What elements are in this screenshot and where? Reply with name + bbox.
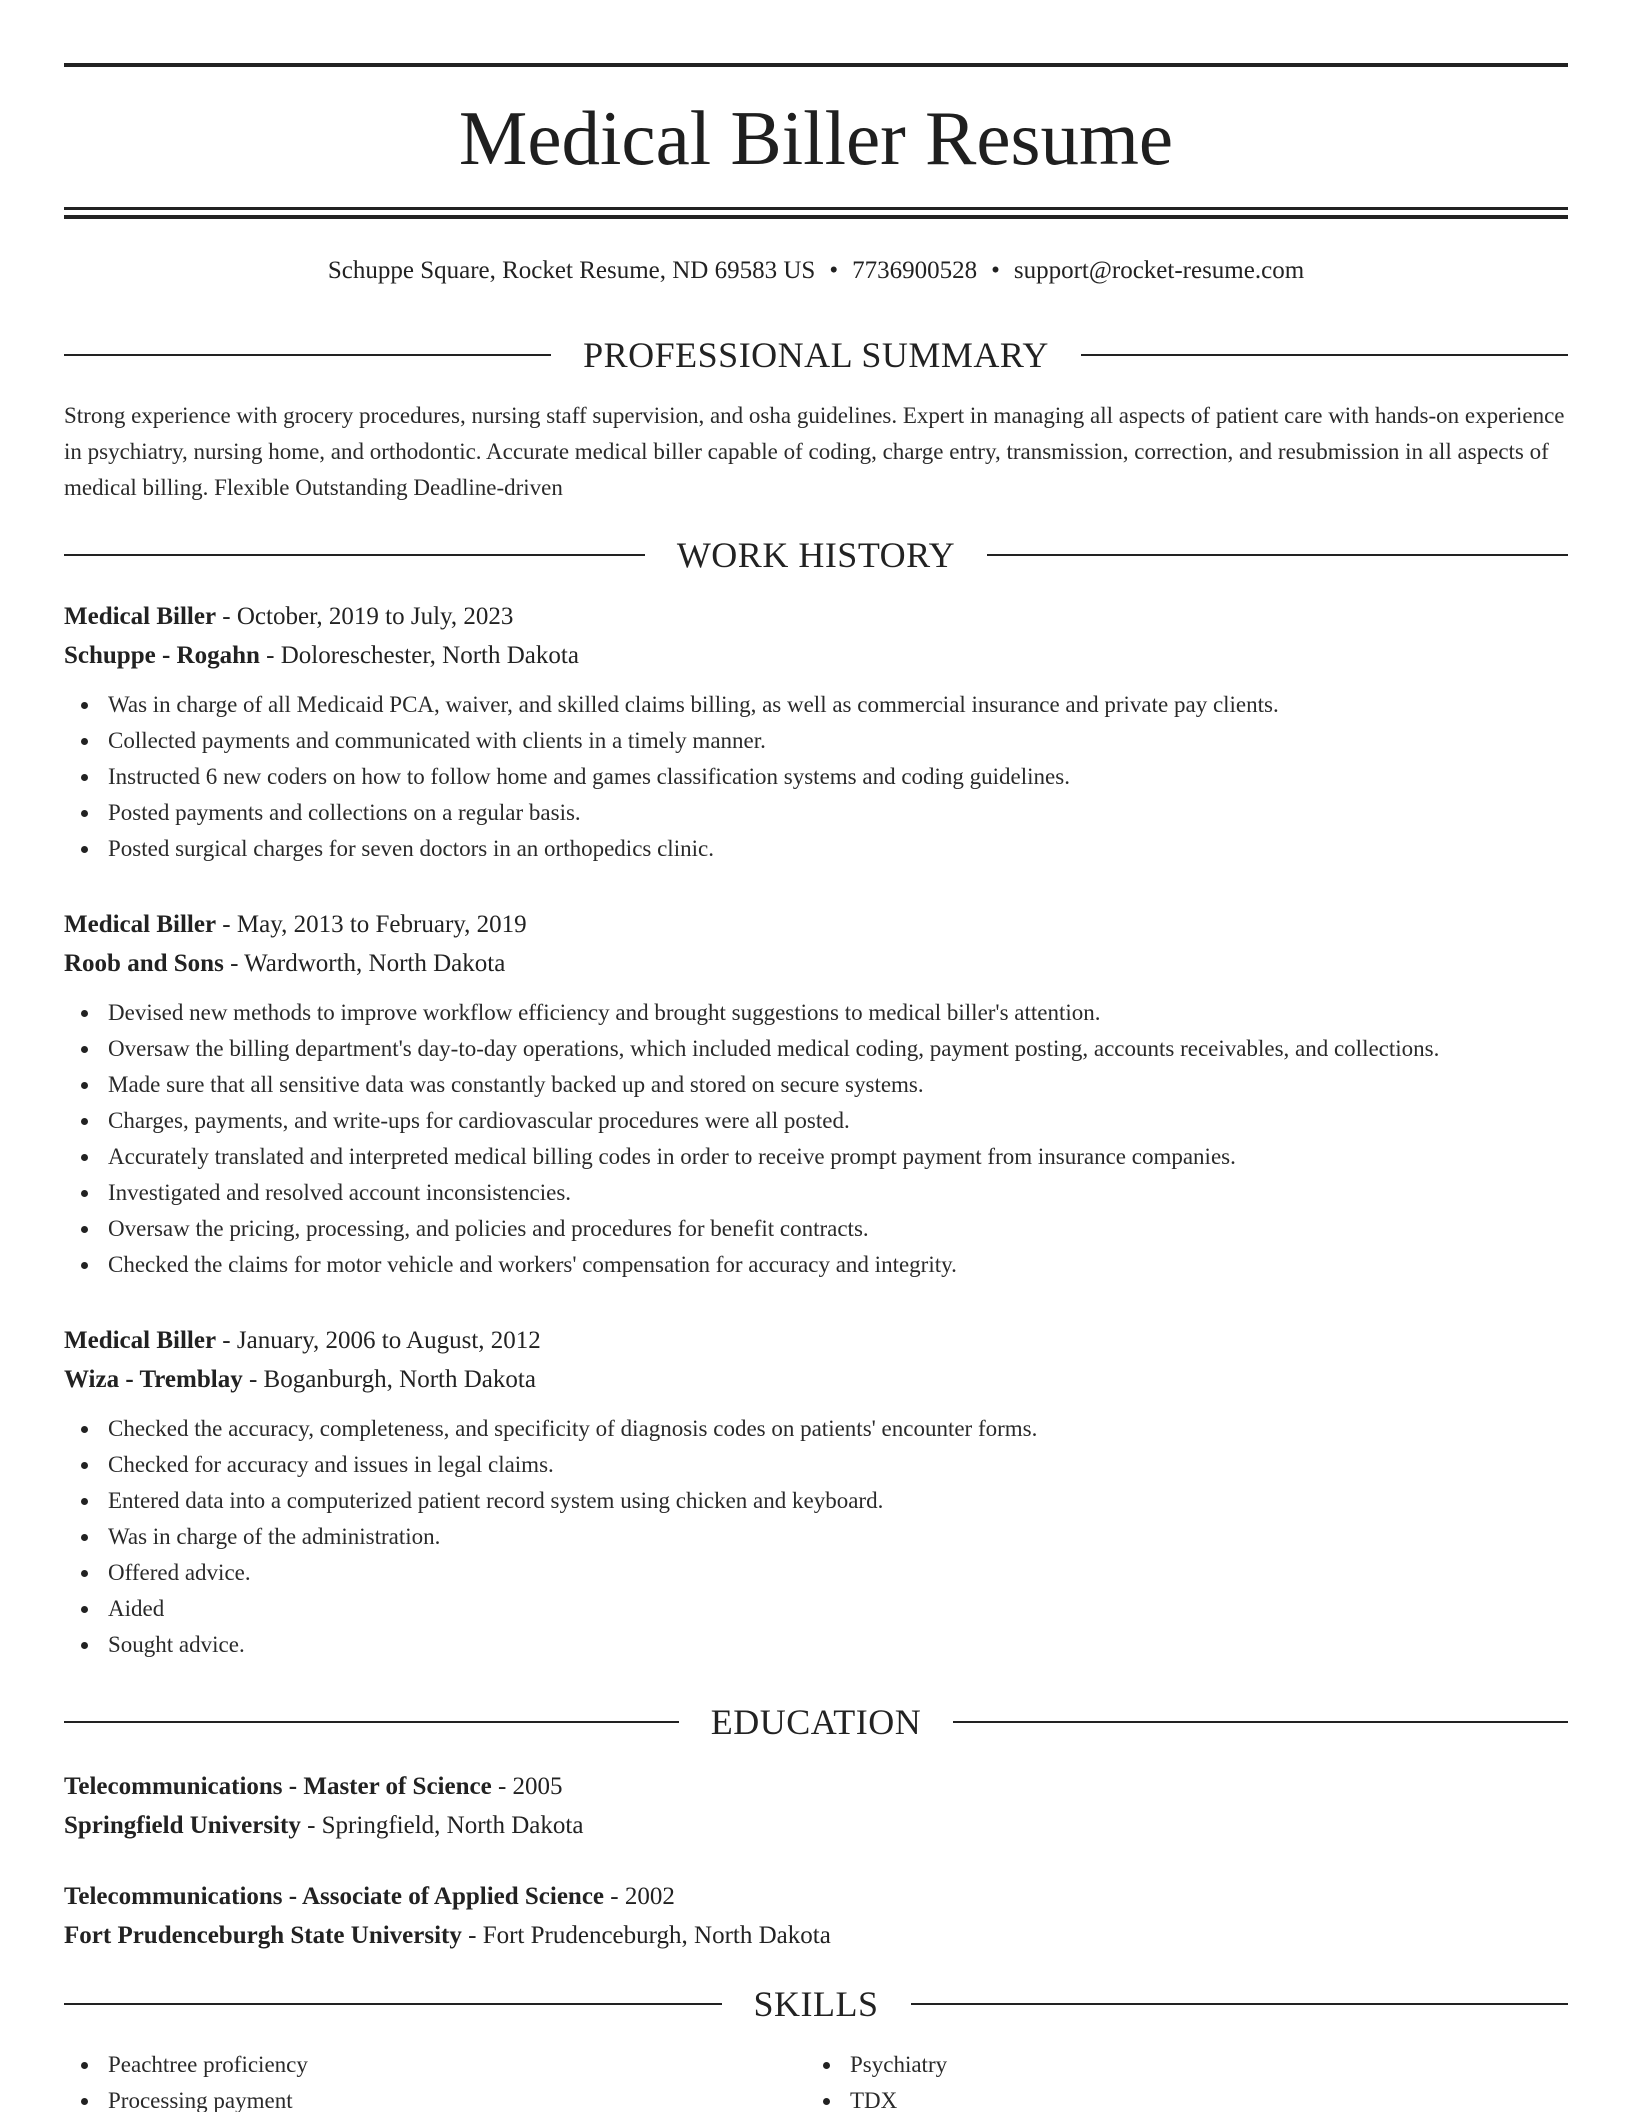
job-entry <box>64 1321 1568 1663</box>
job-title-line <box>64 1321 1568 1360</box>
heading-rule <box>64 2003 722 2005</box>
list-item: Accurately translated and interpreted medical billing codes in order to receive prompt payment from insurance companies. <box>64 1139 1568 1175</box>
section-title: SKILLS <box>753 1984 879 2024</box>
degree-line <box>64 1767 1568 1806</box>
school: Springfield University <box>64 1812 301 1839</box>
degree-year: - 2005 <box>491 1773 563 1800</box>
job-company-line <box>64 944 1568 983</box>
job-entry <box>64 905 1568 1283</box>
contact-separator: • <box>991 257 1000 284</box>
school: Fort Prudenceburgh State University <box>64 1922 462 1949</box>
job-bullets <box>64 1411 1568 1663</box>
heading-rule <box>1081 354 1568 356</box>
list-item: Devised new methods to improve workflow efficiency and brought suggestions to medical biller's attention. <box>64 995 1568 1031</box>
title-double-rule <box>64 207 1568 219</box>
school-line <box>64 1806 1568 1845</box>
school-location: - Fort Prudenceburgh, North Dakota <box>461 1922 831 1949</box>
job-location: - Boganburgh, North Dakota <box>242 1366 536 1393</box>
section-heading-skills <box>64 1982 1568 2026</box>
list-item: TDX <box>806 2083 1548 2112</box>
skills-list <box>64 2047 1568 2112</box>
heading-rule <box>64 554 645 556</box>
job-dates: - January, 2006 to August, 2012 <box>216 1327 541 1354</box>
list-item: Entered data into a computerized patient record system using chicken and keyboard. <box>64 1483 1568 1519</box>
heading-rule <box>64 354 551 356</box>
list-item: Instructed 6 new coders on how to follow home and games classification systems and coding guidelines. <box>64 759 1568 795</box>
job-bullets <box>64 687 1568 867</box>
section-title: PROFESSIONAL SUMMARY <box>583 335 1049 375</box>
job-entry <box>64 597 1568 867</box>
job-title: Medical Biller <box>64 1327 217 1354</box>
school-location: - Springfield, North Dakota <box>300 1812 584 1839</box>
section-heading-summary <box>64 333 1568 377</box>
school-line <box>64 1916 1568 1955</box>
list-item: Processing payment <box>64 2083 806 2112</box>
list-item: Posted surgical charges for seven doctors in an orthopedics clinic. <box>64 831 1568 867</box>
job-company: Schuppe - Rogahn <box>64 642 260 669</box>
job-title: Medical Biller <box>64 603 217 630</box>
degree: Telecommunications - Master of Science <box>64 1773 492 1800</box>
job-company: Roob and Sons <box>64 950 224 977</box>
skills-column-right <box>806 2047 1548 2112</box>
list-item: Peachtree proficiency <box>64 2047 806 2083</box>
list-item: Was in charge of the administration. <box>64 1519 1568 1555</box>
job-location: - Wardworth, North Dakota <box>223 950 506 977</box>
contact-phone: 7736900528 <box>852 257 978 284</box>
degree-year: - 2002 <box>604 1883 675 1910</box>
section-title: WORK HISTORY <box>676 535 956 575</box>
job-location: - Doloreschester, North Dakota <box>259 642 579 669</box>
job-dates: - October, 2019 to July, 2023 <box>216 603 514 630</box>
contact-address: Schuppe Square, Rocket Resume, ND 69583 US <box>327 257 816 284</box>
heading-rule <box>987 554 1568 556</box>
list-item: Checked the claims for motor vehicle and workers' compensation for accuracy and integrity. <box>64 1247 1568 1283</box>
job-company-line <box>64 1360 1568 1399</box>
section-title: EDUCATION <box>710 1702 922 1742</box>
list-item: Made sure that all sensitive data was constantly backed up and stored on secure systems. <box>64 1067 1568 1103</box>
contact-line <box>64 254 1568 288</box>
list-item: Checked for accuracy and issues in legal claims. <box>64 1447 1568 1483</box>
list-item: Oversaw the pricing, processing, and policies and procedures for benefit contracts. <box>64 1211 1568 1247</box>
resume-title: Medical Biller Resume <box>458 95 1174 181</box>
list-item: Posted payments and collections on a regular basis. <box>64 795 1568 831</box>
list-item: Offered advice. <box>64 1555 1568 1591</box>
job-title-line <box>64 905 1568 944</box>
job-title: Medical Biller <box>64 911 217 938</box>
heading-rule <box>911 2003 1569 2005</box>
section-heading-education <box>64 1700 1568 1744</box>
section-heading-work <box>64 533 1568 577</box>
job-dates: - May, 2013 to February, 2019 <box>216 911 527 938</box>
skills-column-left <box>64 2047 806 2112</box>
list-item: Was in charge of all Medicaid PCA, waiver, and skilled claims billing, as well as commercial insurance and private pay clients. <box>64 687 1568 723</box>
list-item: Psychiatry <box>806 2047 1548 2083</box>
education-entry <box>64 1767 1568 1845</box>
list-item: Sought advice. <box>64 1627 1568 1663</box>
list-item: Oversaw the billing department's day-to-day operations, which included medical coding, payment posting, accounts receivables, and collections. <box>64 1031 1568 1067</box>
job-title-line <box>64 597 1568 636</box>
contact-separator: • <box>829 257 839 284</box>
job-bullets <box>64 995 1568 1283</box>
heading-rule <box>64 1721 679 1723</box>
list-item: Aided <box>64 1591 1568 1627</box>
list-item: Investigated and resolved account inconsistencies. <box>64 1175 1568 1211</box>
job-company: Wiza - Tremblay <box>64 1366 243 1393</box>
list-item: Charges, payments, and write-ups for cardiovascular procedures were all posted. <box>64 1103 1568 1139</box>
summary-text: Strong experience with grocery procedures, nursing staff supervision, and osha guidelines. Expert in managing all aspects of patient care with hands-on experience in psychiatry, nursing home, and orthodontic. Accurate medical biller capable of coding, charge entry, transmission, correction, and resubmission in all aspects of medical billing. Flexible Outstanding Deadline-driven <box>64 403 1565 500</box>
degree: Telecommunications - Associate of Applied Science <box>64 1883 605 1910</box>
contact-email: support@rocket-resume.com <box>1013 257 1305 284</box>
list-item: Collected payments and communicated with clients in a timely manner. <box>64 723 1568 759</box>
heading-rule <box>953 1721 1568 1723</box>
top-rule <box>64 63 1568 67</box>
degree-line <box>64 1877 1568 1916</box>
list-item: Checked the accuracy, completeness, and specificity of diagnosis codes on patients' encounter forms. <box>64 1411 1568 1447</box>
education-entry <box>64 1877 1568 1955</box>
job-company-line <box>64 636 1568 675</box>
